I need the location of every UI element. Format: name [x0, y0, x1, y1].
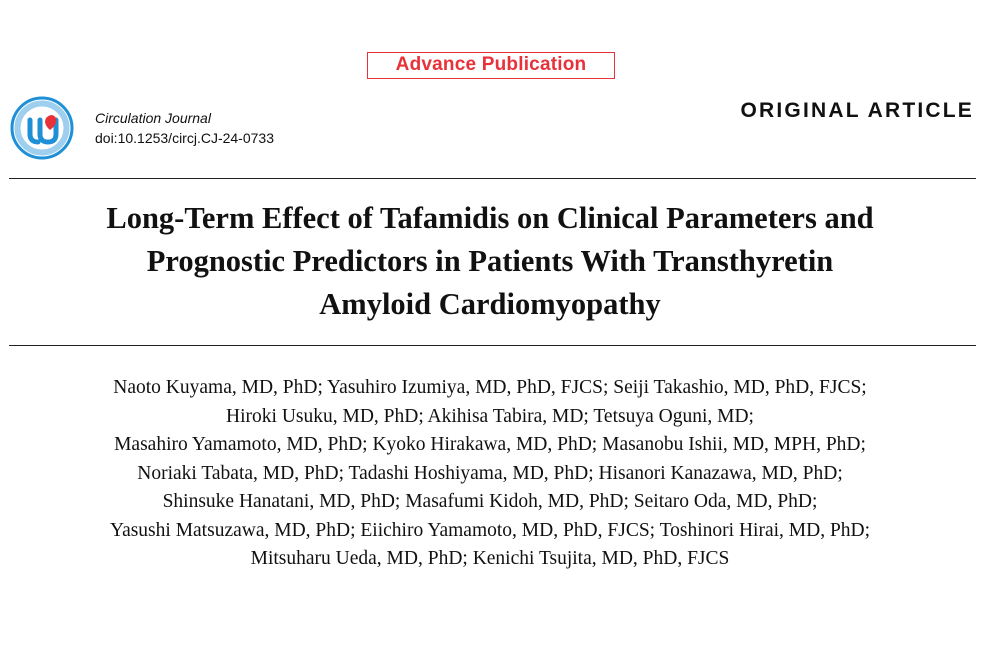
author-list	[10, 374, 970, 574]
advance-publication-badge: Advance Publication	[367, 52, 615, 79]
title-divider	[9, 345, 976, 346]
author-line: Yasushi Matsuzawa, MD, PhD; Eiichiro Yamamoto, MD, PhD, FJCS; Toshinori Hirai, MD, PhD;	[109, 519, 871, 541]
author-line: Shinsuke Hanatani, MD, PhD; Masafumi Kidoh, MD, PhD; Seitaro Oda, MD, PhD;	[162, 491, 818, 512]
journal-info	[95, 108, 274, 148]
title-line: Long-Term Effect of Tafamidis on Clinical Parameters and	[106, 201, 874, 235]
author-line: Noriaki Tabata, MD, PhD; Tadashi Hoshiyama, MD, PhD; Hisanori Kanazawa, MD, PhD;	[137, 462, 843, 484]
author-line: Hiroki Usuku, MD, PhD; Akihisa Tabira, MD; Tetsuya Oguni, MD;	[226, 405, 754, 427]
article-type: ORIGINAL ARTICLE	[740, 99, 974, 122]
doi: doi:10.1253/circj.CJ-24-0733	[95, 130, 274, 146]
journal-name: Circulation Journal	[95, 110, 211, 126]
author-line: Mitsuharu Ueda, MD, PhD; Kenichi Tsujita, MD, PhD, FJCS	[250, 548, 730, 569]
author-line: Masahiro Yamamoto, MD, PhD; Kyoko Hirakawa, MD, PhD; Masanobu Ishii, MD, MPH, PhD;	[114, 434, 866, 455]
circulation-journal-logo-icon	[10, 96, 74, 160]
title-line: Prognostic Predictors in Patients With Transthyretin	[146, 244, 834, 278]
author-line: Naoto Kuyama, MD, PhD; Yasuhiro Izumiya, MD, PhD, FJCS; Seiji Takashio, MD, PhD, FJCS;	[113, 377, 867, 398]
title-line: Amyloid Cardiomyopathy	[319, 287, 661, 321]
article-title	[20, 197, 960, 326]
header-divider	[9, 178, 976, 179]
